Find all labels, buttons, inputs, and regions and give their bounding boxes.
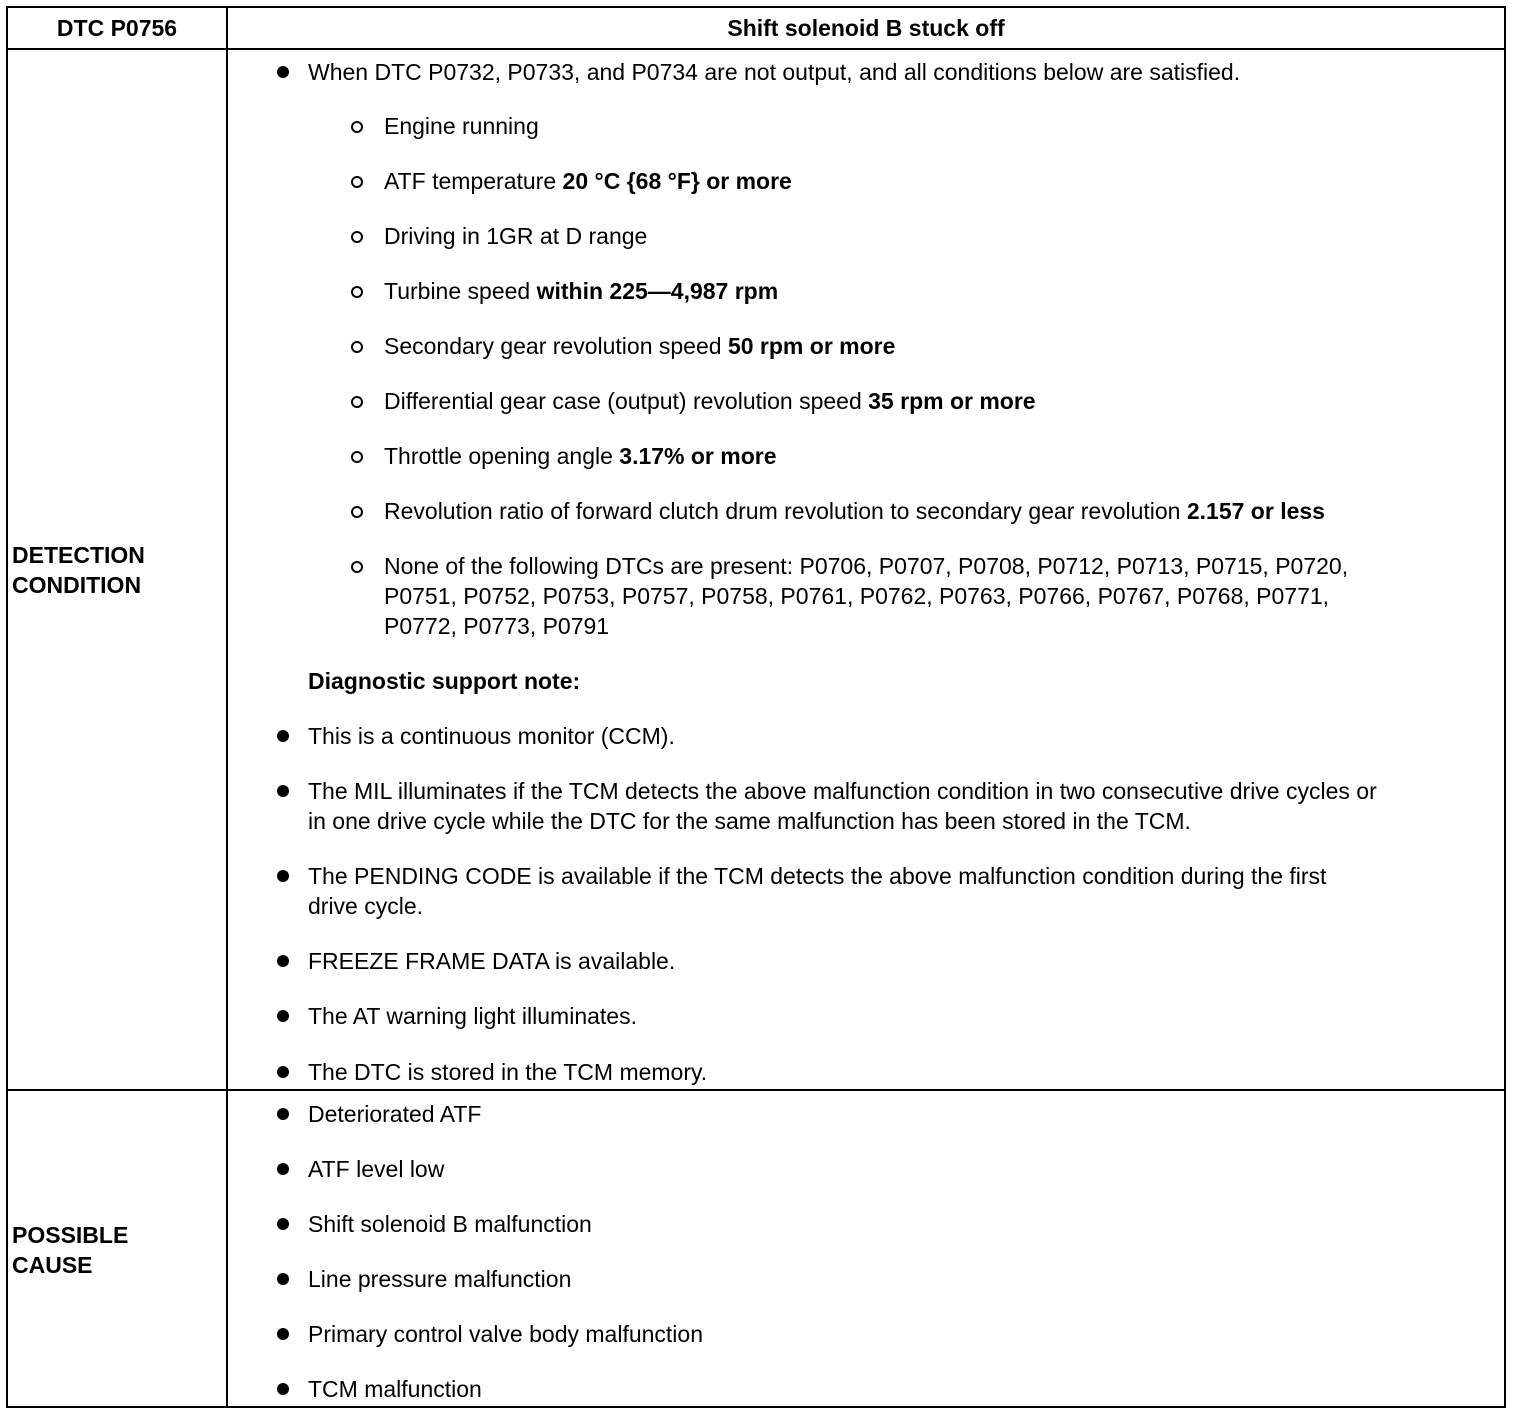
condition-item: Throttle opening angle 3.17% or more bbox=[384, 443, 777, 469]
cause-label-line2: CAUSE bbox=[12, 1252, 93, 1278]
circle-bullet-icon bbox=[351, 341, 363, 353]
detection-intro: When DTC P0732, P0733, and P0734 are not output, and all conditions below are satisfied. bbox=[308, 59, 1241, 85]
note-item: FREEZE FRAME DATA is available. bbox=[308, 948, 676, 974]
row-divider bbox=[6, 1089, 1506, 1091]
bullet-icon bbox=[277, 1383, 289, 1395]
bullet-icon bbox=[277, 785, 289, 797]
possible-cause-label bbox=[12, 1220, 128, 1280]
bullet-icon bbox=[277, 1108, 289, 1120]
dtc-exclusion-line: None of the following DTCs are present: P0706, P0707, P0708, P0712, P0713, P0715, P0720, bbox=[384, 553, 1349, 579]
circle-bullet-icon bbox=[351, 231, 363, 243]
cause-item: Shift solenoid B malfunction bbox=[308, 1211, 592, 1237]
dtc-code-header: DTC P0756 bbox=[56, 15, 178, 41]
circle-bullet-icon bbox=[351, 561, 363, 573]
circle-bullet-icon bbox=[351, 396, 363, 408]
cause-label-line1: POSSIBLE bbox=[12, 1222, 129, 1248]
note-item-continued: in one drive cycle while the DTC for the same malfunction has been stored in the TCM. bbox=[308, 808, 1191, 834]
bullet-icon bbox=[277, 1218, 289, 1230]
circle-bullet-icon bbox=[351, 121, 363, 133]
dtc-table bbox=[6, 6, 1506, 1408]
circle-bullet-icon bbox=[351, 506, 363, 518]
note-item: The DTC is stored in the TCM memory. bbox=[308, 1059, 708, 1085]
cause-item: ATF level low bbox=[308, 1156, 445, 1182]
circle-bullet-icon bbox=[351, 451, 363, 463]
note-item-continued: drive cycle. bbox=[308, 893, 424, 919]
bullet-icon bbox=[277, 955, 289, 967]
bullet-icon bbox=[277, 870, 289, 882]
detection-condition-label bbox=[12, 540, 145, 600]
bullet-icon bbox=[277, 1328, 289, 1340]
bullet-icon bbox=[277, 66, 289, 78]
condition-item: Turbine speed within 225—4,987 rpm bbox=[384, 278, 779, 304]
bullet-icon bbox=[277, 1163, 289, 1175]
note-item: The AT warning light illuminates. bbox=[308, 1003, 637, 1029]
detection-label-line2: CONDITION bbox=[12, 572, 142, 598]
circle-bullet-icon bbox=[351, 176, 363, 188]
support-note-heading: Diagnostic support note: bbox=[308, 668, 581, 694]
column-divider bbox=[226, 6, 228, 1408]
cause-item: Deteriorated ATF bbox=[308, 1101, 482, 1127]
cause-item: Primary control valve body malfunction bbox=[308, 1321, 703, 1347]
bullet-icon bbox=[277, 1066, 289, 1078]
note-item: The MIL illuminates if the TCM detects the above malfunction condition in two consecutive drive cycles or bbox=[308, 778, 1377, 804]
condition-item: Differential gear case (output) revolution speed 35 rpm or more bbox=[384, 388, 1036, 414]
condition-item: Engine running bbox=[384, 113, 539, 139]
circle-bullet-icon bbox=[351, 286, 363, 298]
condition-item: Secondary gear revolution speed 50 rpm or more bbox=[384, 333, 896, 359]
condition-item: Revolution ratio of forward clutch drum revolution to secondary gear revolution 2.157 or less bbox=[384, 498, 1325, 524]
detection-label-line1: DETECTION bbox=[12, 542, 145, 568]
note-item: The PENDING CODE is available if the TCM detects the above malfunction condition during the first bbox=[308, 863, 1327, 889]
header-divider bbox=[6, 48, 1506, 50]
dtc-exclusion-line: P0751, P0752, P0753, P0757, P0758, P0761, P0762, P0763, P0766, P0767, P0768, P0771, bbox=[384, 583, 1330, 609]
bullet-icon bbox=[277, 1010, 289, 1022]
bullet-icon bbox=[277, 1273, 289, 1285]
note-item: This is a continuous monitor (CCM). bbox=[308, 723, 675, 749]
bullet-icon bbox=[277, 730, 289, 742]
dtc-exclusion-line: P0772, P0773, P0791 bbox=[384, 613, 610, 639]
condition-item: Driving in 1GR at D range bbox=[384, 223, 648, 249]
cause-item: Line pressure malfunction bbox=[308, 1266, 572, 1292]
dtc-title-header: Shift solenoid B stuck off bbox=[727, 15, 1005, 41]
cause-item: TCM malfunction bbox=[308, 1376, 482, 1402]
condition-item: ATF temperature 20 °C {68 °F} or more bbox=[384, 168, 792, 194]
